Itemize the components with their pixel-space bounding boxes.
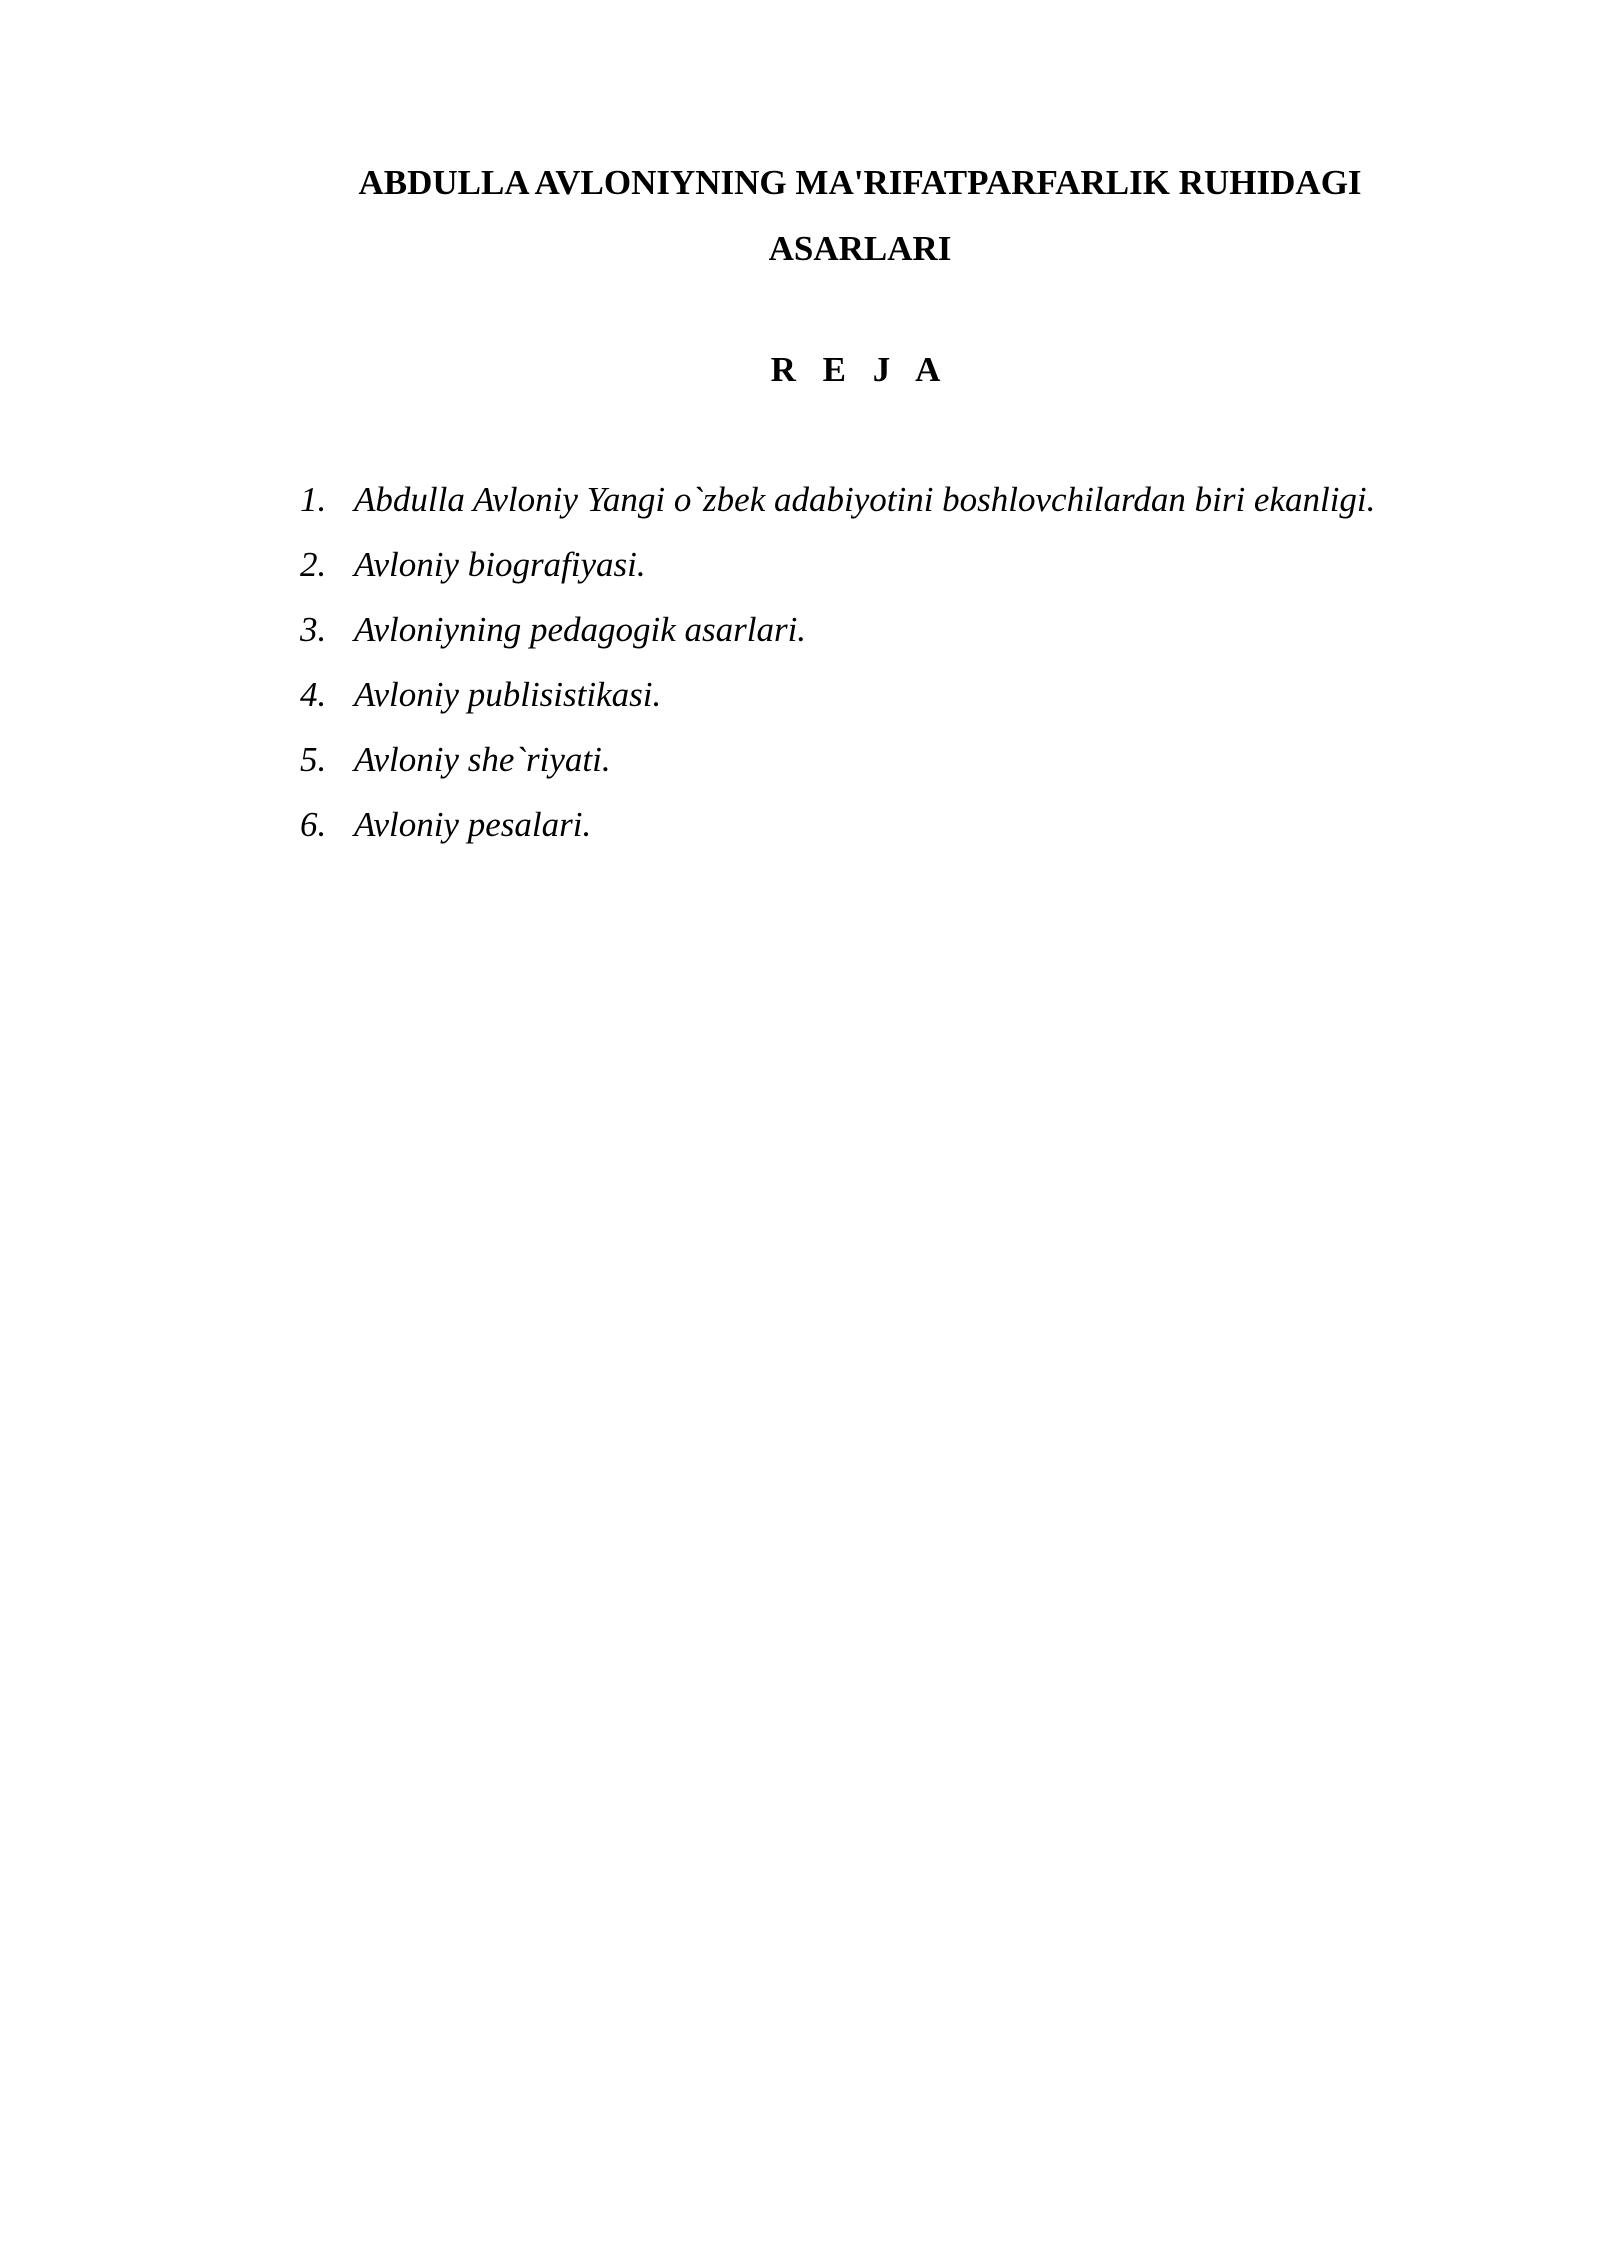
- document-title-line-2: ASARLARI: [768, 229, 952, 268]
- plan-item-text: Avloniy biografiyasi.: [354, 545, 646, 584]
- plan-item: [300, 539, 1500, 604]
- plan-heading: R E J A: [770, 350, 950, 389]
- plan-item-number: 3.: [300, 610, 327, 649]
- plan-item-number: 1.: [300, 480, 327, 519]
- plan-item-text: Avloniy pesalari.: [354, 805, 592, 844]
- plan-list: [300, 474, 1500, 864]
- plan-item-number: 4.: [300, 675, 327, 714]
- plan-item-text: Abdulla Avloniy Yangi o`zbek adabiyotini boshlovchilardan biri ekanligi.: [354, 480, 1376, 519]
- plan-item-text: Avloniyning pedagogik asarlari.: [354, 610, 807, 649]
- plan-item-number: 5.: [300, 740, 327, 779]
- plan-item: [300, 799, 1500, 864]
- document-title: [250, 150, 1470, 282]
- plan-item: [300, 669, 1500, 734]
- plan-item-text: Avloniy she`riyati.: [354, 740, 611, 779]
- plan-item: [300, 604, 1500, 669]
- plan-item-number: 6.: [300, 805, 327, 844]
- plan-item: [300, 734, 1500, 799]
- plan-item: [300, 474, 1500, 539]
- document-title-line-1: ABDULLA AVLONIYNING MA'RIFATPARFARLIK RUHIDAGI: [358, 163, 1362, 202]
- plan-item-text: Avloniy publisistikasi.: [354, 675, 662, 714]
- plan-item-number: 2.: [300, 545, 327, 584]
